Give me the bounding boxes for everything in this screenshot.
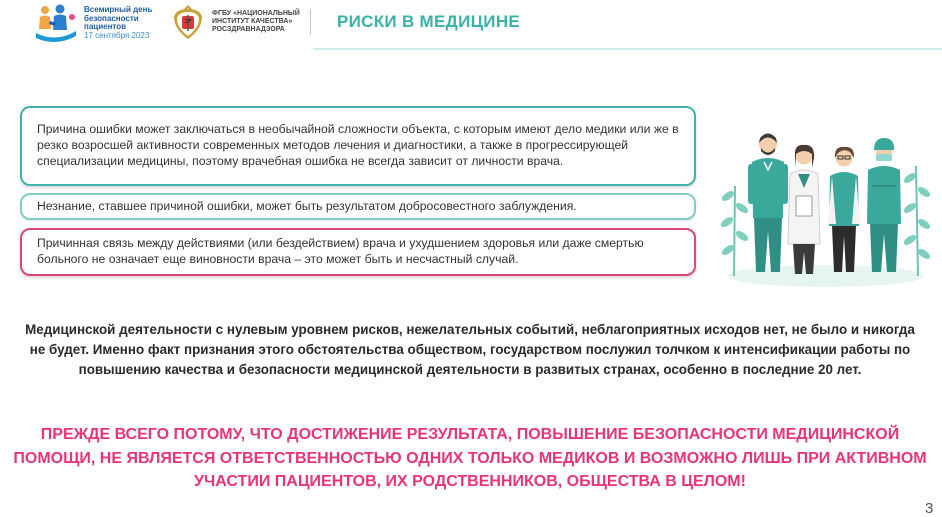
national-institute-emblem-icon [170,3,206,41]
callout-text: ПРЕЖДЕ ВСЕГО ПОТОМУ, ЧТО ДОСТИЖЕНИЕ РЕЗУЛЬТАТА, ПОВЫШЕНИЕ БЕЗОПАСНОСТИ МЕДИЦИНСКОЙ ПОМОЩИ, НЕ ЯВЛЯЕТСЯ ОТВЕТСТВЕННОСТЬЮ ОДНИХ ТОЛЬКО МЕДИКОВ И ВОЗМОЖНО ЛИШЬ ПРИ АКТИВНОМ УЧАСТИИ ПАЦИЕНТОВ, ИХ РОДСТВЕННИКОВ, ОБЩЕСТВА В ЦЕЛОМ! [13,426,927,490]
logo2-line2: ИНСТИТУТ КАЧЕСТВА» [212,18,293,25]
patient-safety-day-text [84,6,152,40]
logo1-line2: безопасности [84,13,139,23]
main-paragraph: Медицинской деятельности с нулевым уровнем рисков, нежелательных событий, неблагоприятных исходов нет, не было и никогда не будет. Именно факт признания этого обстоятельства обществом, государством послужил толчком к интенсификации работы по повышению качества и безопасности медицинской деятельности в развитых странах, особенно в последние 20 лет. [25,322,915,377]
info-box-complexity [20,106,696,186]
national-institute-text [212,10,300,34]
info-box-text: Причина ошибки может заключаться в необычайной сложности объекта, с которым имеют дело медики или же в резко возросшей активности современных методов лечения и диагностики, а также в прогрессирующей специализации медицины, поэтому врачебная ошибка не всегда зависит от личности врача. [37,122,679,168]
info-box-text: Незнание, ставшее причиной ошибки, может быть результатом добросовестного заблуждения. [37,198,577,213]
logo1-line1: Всемирный день [84,5,153,14]
medical-staff-illustration [720,126,932,288]
page-title: РИСКИ В МЕДИЦИНЕ [337,12,521,31]
info-box-causality [20,228,696,276]
header-divider [310,9,311,35]
logo2-line3: РОСЗДРАВНАДЗОРА [212,26,285,33]
page-number: 3 [925,500,934,517]
info-box-text: Причинная связь между действиями (или бездействием) врача и ухудшением здоровья или даже смертью больного не означает еще виновности врача – это может быть и несчастный случай. [37,236,644,266]
logo1-line3: пациентов [84,22,127,32]
info-box-ignorance [20,193,696,220]
patient-safety-day-logo [34,3,78,43]
slide-header [0,0,942,48]
logo2-line1: ФГБУ «НАЦИОНАЛЬНЫЙ [212,10,300,17]
logo1-date: 17 сентября 2023 [84,30,150,40]
header-underline [313,48,942,50]
